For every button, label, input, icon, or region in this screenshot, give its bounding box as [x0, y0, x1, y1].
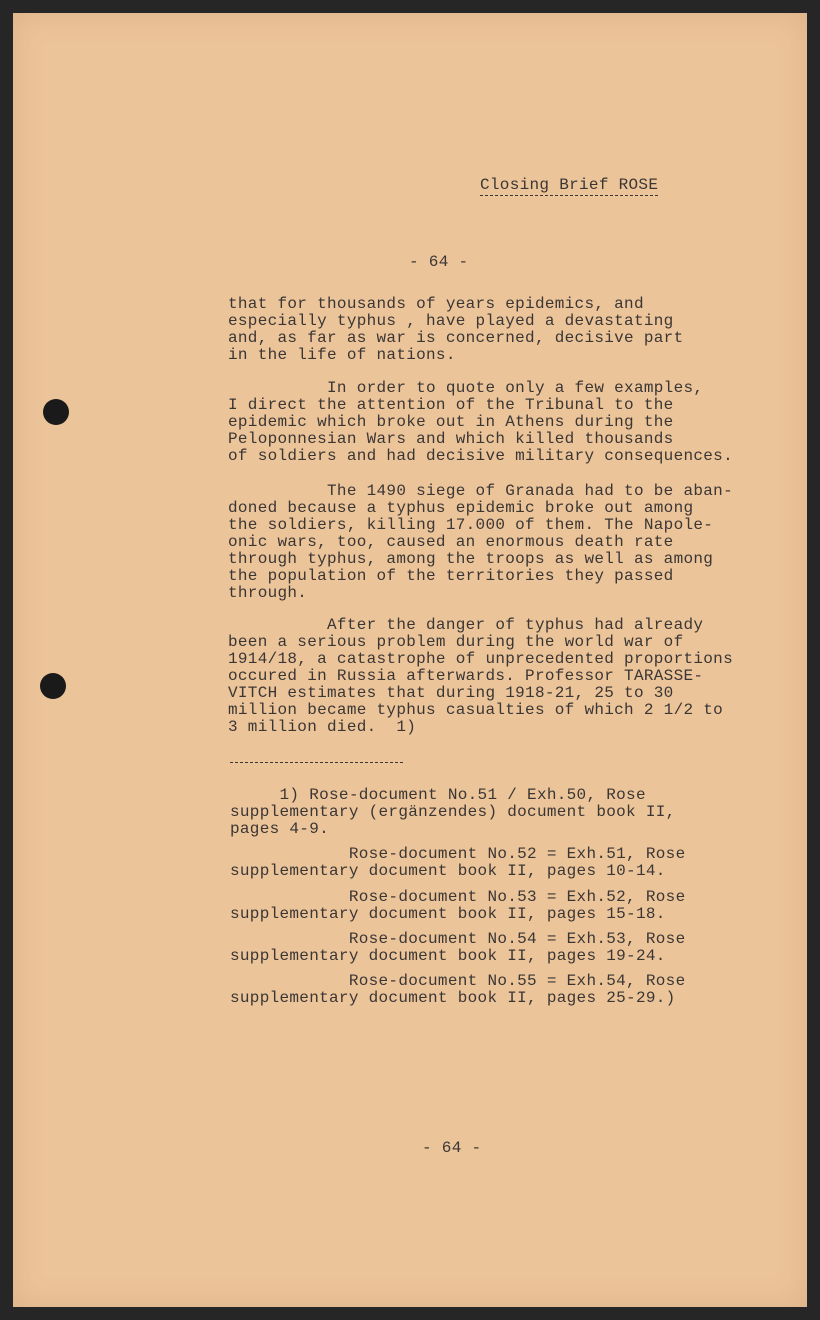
footnote: Rose-document No.54 = Exh.53, Rose supplementary document book II, pages 19-24. [230, 930, 686, 965]
body-paragraph: that for thousands of years epidemics, and especially typhus , have played a devastating and, as far as war is concerned, decisive part in the life of nations. [228, 295, 684, 364]
body-paragraph: The 1490 siege of Granada had to be aban- doned because a typhus epidemic broke out among the soldiers, killing 17.000 of them. The Napole- onic wars, too, caused an enormous death rate through typhus, among the troops as well as among the population of the territories they passed through. [228, 482, 733, 602]
punch-hole [43, 399, 69, 425]
body-paragraph: After the danger of typhus had already been a serious problem during the world war of 1914/18, a catastrophe of unprecedented proportions occured in Russia afterwards. Professor TARASSE- VITCH estimates that during 1918-21, 25 to 30 million became typhus casualties of which 2 1/2 to 3 million died. 1) [228, 616, 733, 736]
punch-hole [40, 673, 66, 699]
footnote-separator [230, 762, 403, 763]
body-paragraph: In order to quote only a few examples, I direct the attention of the Tribunal to the epidemic which broke out in Athens during the Peloponnesian Wars and which killed thousands of soldiers and had decisive military consequences. [228, 379, 733, 465]
footnote: Rose-document No.53 = Exh.52, Rose supplementary document book II, pages 15-18. [230, 888, 686, 923]
page-number-top: - 64 - [409, 253, 469, 271]
footnote: Rose-document No.55 = Exh.54, Rose supplementary document book II, pages 25-29.) [230, 972, 686, 1007]
page-number-bottom: - 64 - [422, 1139, 482, 1157]
document-header-title: Closing Brief ROSE [480, 176, 659, 194]
footnote: Rose-document No.52 = Exh.51, Rose supplementary document book II, pages 10-14. [230, 845, 686, 880]
footnote: 1) Rose-document No.51 / Exh.50, Rose supplementary (ergänzendes) document book II, pages 4-9. [230, 786, 676, 838]
